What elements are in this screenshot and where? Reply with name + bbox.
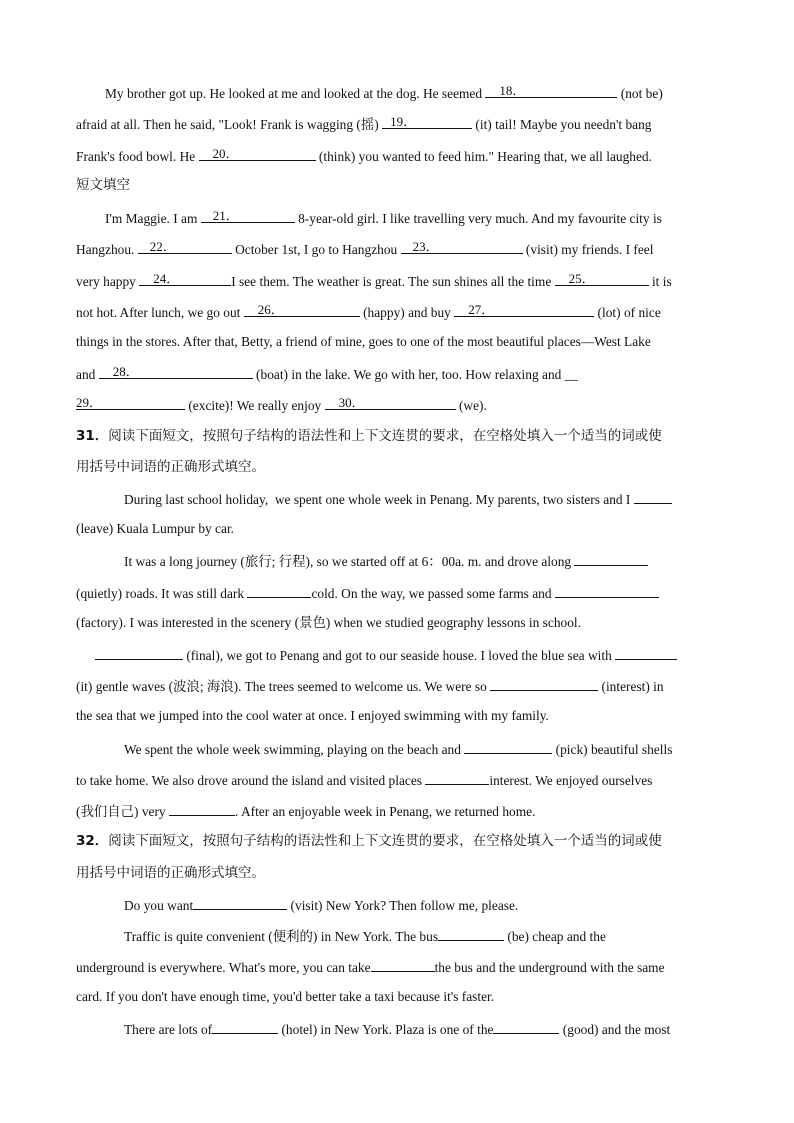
answer-blank[interactable] [212,1019,278,1034]
passage2-line: very happy 24． I see them. The weather is great. The sun shines all the time 25． it is [76,271,672,289]
answer-blank[interactable] [490,676,598,691]
answer-blank[interactable]: 28． [99,364,253,379]
q31-instruction: 用括号中词语的正确形式填空。 [76,459,265,475]
answer-blank[interactable]: 18． [485,83,617,98]
q32-instruction: 32．阅读下面短文，按照句子结构的语法性和上下文连贯的要求，在空格处填入一个适当的词或使 [76,833,662,849]
answer-blank[interactable]: 26． [244,302,360,317]
answer-blank[interactable]: 24． [139,271,231,286]
answer-blank[interactable]: 30． [325,395,456,410]
passage1-line: Frank's food bowl. He 20． (think) you wanted to feed him." Hearing that, we all laughed. [76,146,652,164]
passage1-line: afraid at all. Then he said, "Look! Frank is wagging (摇) 19． (it) tail! Maybe you needn't bang [76,114,652,132]
q31-line: During last school holiday, we spent one whole week in Penang. My parents, two sisters and I [124,489,672,509]
answer-blank[interactable] [634,489,672,504]
q31-line: the sea that we jumped into the cool water at once. I enjoyed swimming with my family. [76,708,549,723]
answer-blank[interactable] [193,895,287,910]
section-heading: 短文填空 [76,177,130,193]
answer-blank[interactable] [574,551,648,566]
passage2-line: and 28． (boat) in the lake. We go with her, too. How relaxing and __ [76,364,579,382]
q31-line: (我们自己) very . After an enjoyable week in Penang, we returned home. [76,801,535,821]
answer-blank[interactable]: 29． [76,395,185,410]
answer-blank[interactable]: 20． [199,146,316,161]
q31-line: (factory). I was interested in the scenery (景色) when we studied geography lessons in school. [76,615,581,630]
passage2-line: things in the stores. After that, Betty, a friend of mine, goes to one of the most beautiful places—West Lake [76,334,651,349]
answer-blank[interactable] [493,1019,559,1034]
passage2-line: I'm Maggie. I am 21． 8-year-old girl. I like travelling very much. And my favourite city is [105,208,662,226]
answer-blank[interactable] [425,770,489,785]
answer-blank[interactable]: 23． [401,239,523,254]
answer-blank[interactable] [555,583,659,598]
answer-blank[interactable] [438,926,504,941]
answer-blank[interactable] [464,739,552,754]
q31-line: (it) gentle waves (波浪; 海浪). The trees seemed to welcome us. We were so (interest) in [76,676,664,696]
answer-blank[interactable]: 19． [382,114,472,129]
answer-blank[interactable]: 21． [201,208,295,223]
q31-line: It was a long journey (旅行; 行程), so we started off at 6：00a. m. and drove along [124,551,648,571]
q32-line: underground is everywhere. What's more, you can take the bus and the underground with the same [76,957,665,977]
question-number: 31． [76,428,109,444]
q32-line: Traffic is quite convenient (便利的) in New York. The bus (be) cheap and the [124,926,606,946]
q31-line: We spent the whole week swimming, playing on the beach and (pick) beautiful shells [124,739,672,759]
passage2-line: 29． (excite)! We really enjoy 30． (we). [76,395,487,413]
q31-line: (final), we got to Penang and got to our seaside house. I loved the blue sea with [95,645,677,665]
q32-line: There are lots of (hotel) in New York. Plaza is one of the (good) and the most [124,1019,670,1039]
passage2-line: Hangzhou. 22． October 1st, I go to Hangzhou 23． (visit) my friends. I feel [76,239,654,257]
answer-blank[interactable]: 22． [138,239,232,254]
passage1-line: My brother got up. He looked at me and looked at the dog. He seemed 18． (not be) [105,83,663,101]
q31-line: (quietly) roads. It was still dark cold. On the way, we passed some farms and [76,583,659,603]
answer-blank[interactable] [169,801,235,816]
q31-instruction: 31．阅读下面短文，按照句子结构的语法性和上下文连贯的要求，在空格处填入一个适当的词或使 [76,428,662,444]
answer-blank[interactable] [371,957,435,972]
answer-blank[interactable] [247,583,311,598]
answer-blank[interactable]: 27． [454,302,594,317]
question-number: 32． [76,833,109,849]
answer-blank[interactable]: 25． [555,271,649,286]
q32-line: card. If you don't have enough time, you'd better take a taxi because it's faster. [76,989,495,1004]
q31-line: to take home. We also drove around the island and visited places interest. We enjoyed ourselves [76,770,652,790]
q31-line: (leave) Kuala Lumpur by car. [76,521,235,536]
q32-line: Do you want (visit) New York? Then follow me, please. [124,895,518,915]
answer-blank[interactable] [615,645,677,660]
answer-blank[interactable] [95,645,183,660]
passage2-line: not hot. After lunch, we go out 26． (happy) and buy 27． (lot) of nice [76,302,661,320]
q32-instruction: 用括号中词语的正确形式填空。 [76,865,265,881]
